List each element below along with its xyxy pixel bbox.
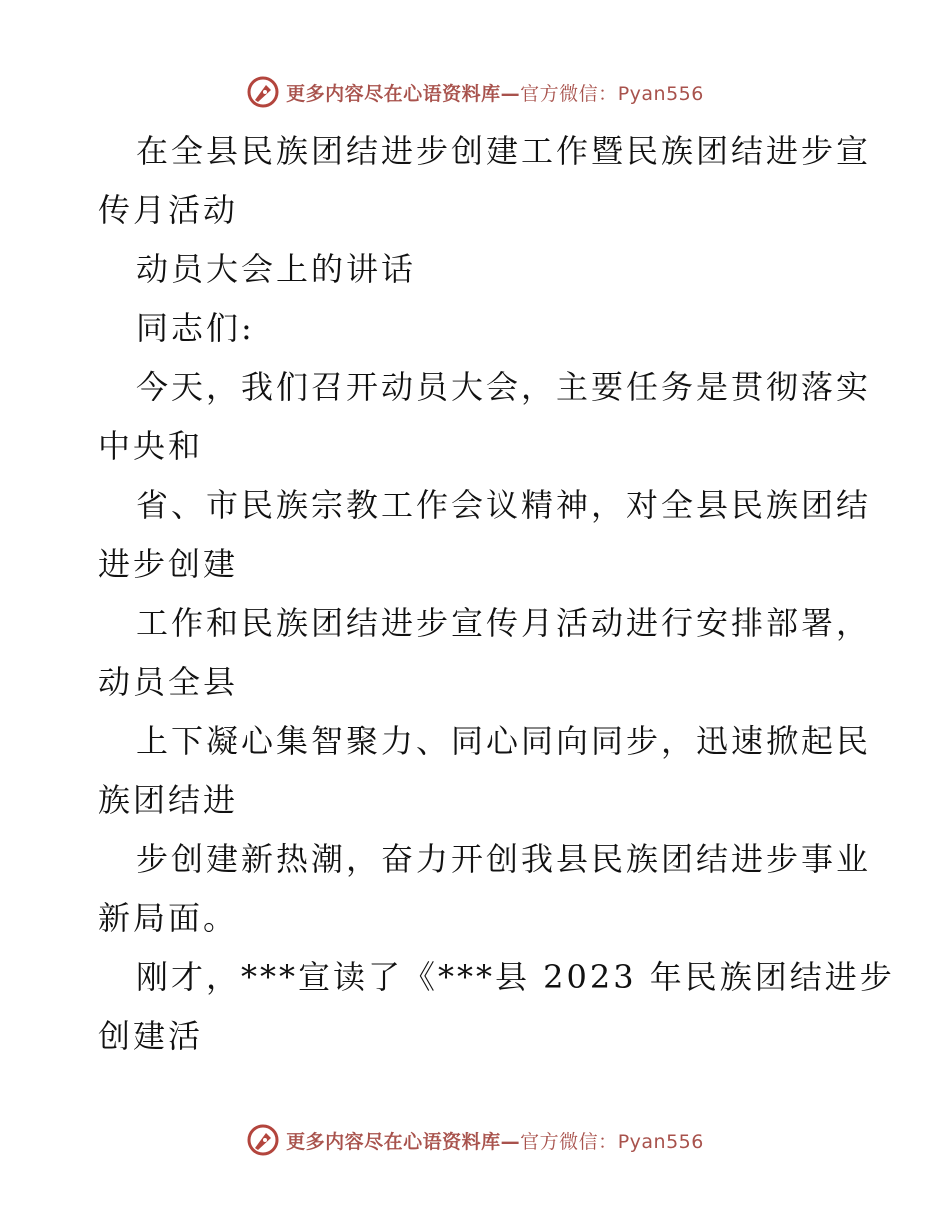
pen-nib-logo-icon <box>246 75 280 109</box>
paragraph-line: 中央和 <box>98 427 204 465</box>
pen-nib-logo-icon <box>246 1123 280 1157</box>
title-line-3: 动员大会上的讲话 <box>136 250 417 288</box>
salutation: 同志们: <box>136 309 255 347</box>
paragraph-line: 上下凝心集智聚力、同心同向同步，迅速掀起民 <box>136 722 872 760</box>
paragraph-line: 步创建新热潮，奋力开创我县民族团结进步事业 <box>136 840 872 878</box>
paragraph-line: 新局面。 <box>98 899 239 937</box>
watermark-text: 更多内容尽在心语资料库—官方微信：Pyan556 <box>286 82 704 105</box>
watermark-text: 更多内容尽在心语资料库—官方微信：Pyan556 <box>286 1130 704 1153</box>
paragraph-line: 动员全县 <box>98 663 239 701</box>
paragraph-line: 工作和民族团结进步宣传月活动进行安排部署， <box>136 604 872 642</box>
watermark-header <box>0 72 950 112</box>
paragraph-line: 省、市民族宗教工作会议精神，对全县民族团结 <box>136 486 872 524</box>
paragraph-line: 创建活 <box>98 1017 204 1055</box>
document-body <box>98 122 895 1066</box>
watermark-footer <box>0 1120 950 1160</box>
paragraph-line: 族团结进 <box>98 781 239 819</box>
paragraph-line: 进步创建 <box>98 545 239 583</box>
title-line-2: 传月活动 <box>98 191 239 229</box>
title-line-1: 在全县民族团结进步创建工作暨民族团结进步宣 <box>136 132 872 170</box>
paragraph-line: 刚才，***宣读了《***县 2023 年民族团结进步 <box>136 958 895 996</box>
paragraph-line: 今天，我们召开动员大会，主要任务是贯彻落实 <box>136 368 872 406</box>
